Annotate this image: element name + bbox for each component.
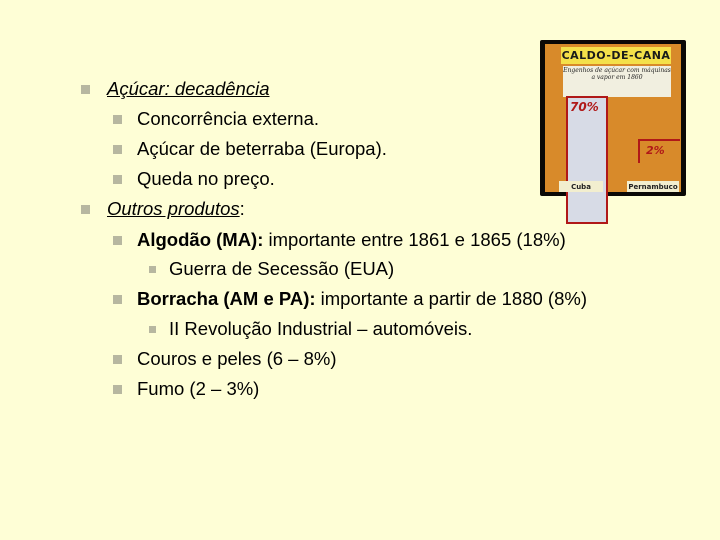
bullet-marker	[113, 115, 122, 124]
category-cuba: Cuba	[559, 181, 603, 192]
bullet-outros-text: Outros produtos	[107, 198, 240, 219]
bullet-secessao	[149, 258, 394, 280]
bullet-fumo	[113, 378, 259, 400]
bullet-outros-suffix: :	[239, 198, 245, 219]
bullet-algodao-text	[137, 229, 566, 251]
bullet-outros	[81, 198, 245, 220]
bullet-secessao-text: Guerra de Secessão (EUA)	[169, 258, 395, 279]
bullet-borracha-rest: importante a partir de 1880 (8%)	[315, 288, 587, 309]
bullet-couros	[113, 348, 337, 370]
bullet-marker	[113, 175, 122, 184]
chart-title: CALDO-DE-CANA	[561, 49, 671, 62]
bullet-beterraba-text: Açúcar de beterraba (Europa).	[137, 138, 387, 159]
bar-pernambuco	[638, 139, 680, 163]
caldo-de-cana-chart	[540, 40, 686, 196]
bar-cuba-label: 70%	[570, 100, 599, 114]
bullet-fumo-text: Fumo (2 – 3%)	[137, 378, 260, 399]
bullet-concorrencia-text: Concorrência externa.	[137, 108, 320, 129]
bar-pernambuco-label: 2%	[646, 144, 665, 157]
bullet-beterraba	[113, 138, 387, 160]
bullet-marker	[113, 385, 122, 394]
bullet-borracha-bold: Borracha (AM e PA):	[137, 288, 316, 309]
bullet-marker	[113, 295, 122, 304]
bullet-marker	[113, 355, 122, 364]
bullet-revolucao-text: II Revolução Industrial – automóveis.	[169, 318, 473, 339]
bullet-algodao-rest: importante entre 1861 e 1865 (18%)	[263, 229, 566, 250]
bullet-queda-text: Queda no preço.	[137, 168, 275, 189]
bullet-algodao	[113, 229, 566, 251]
bullet-marker	[113, 236, 122, 245]
bullet-couros-text: Couros e peles (6 – 8%)	[137, 348, 337, 369]
chart-subtitle: Engenhos de açúcar com máquinas a vapor em 1860	[563, 66, 671, 97]
bullet-borracha-text	[137, 288, 587, 310]
bullet-borracha	[113, 288, 587, 310]
bullet-queda	[113, 168, 275, 190]
bullet-marker	[81, 205, 90, 214]
bullet-marker	[149, 326, 156, 333]
bullet-acucar	[81, 78, 270, 100]
bullet-acucar-text: Açúcar: decadência	[107, 78, 270, 99]
bullet-concorrencia	[113, 108, 319, 130]
category-pernambuco: Pernambuco	[628, 182, 678, 191]
bullet-marker	[113, 145, 122, 154]
bullet-revolucao	[149, 318, 472, 340]
chart-panel	[545, 44, 681, 192]
bar-cuba	[566, 96, 608, 224]
bullet-marker	[149, 266, 156, 273]
bullet-marker	[81, 85, 90, 94]
bullet-algodao-bold: Algodão (MA):	[137, 229, 264, 250]
